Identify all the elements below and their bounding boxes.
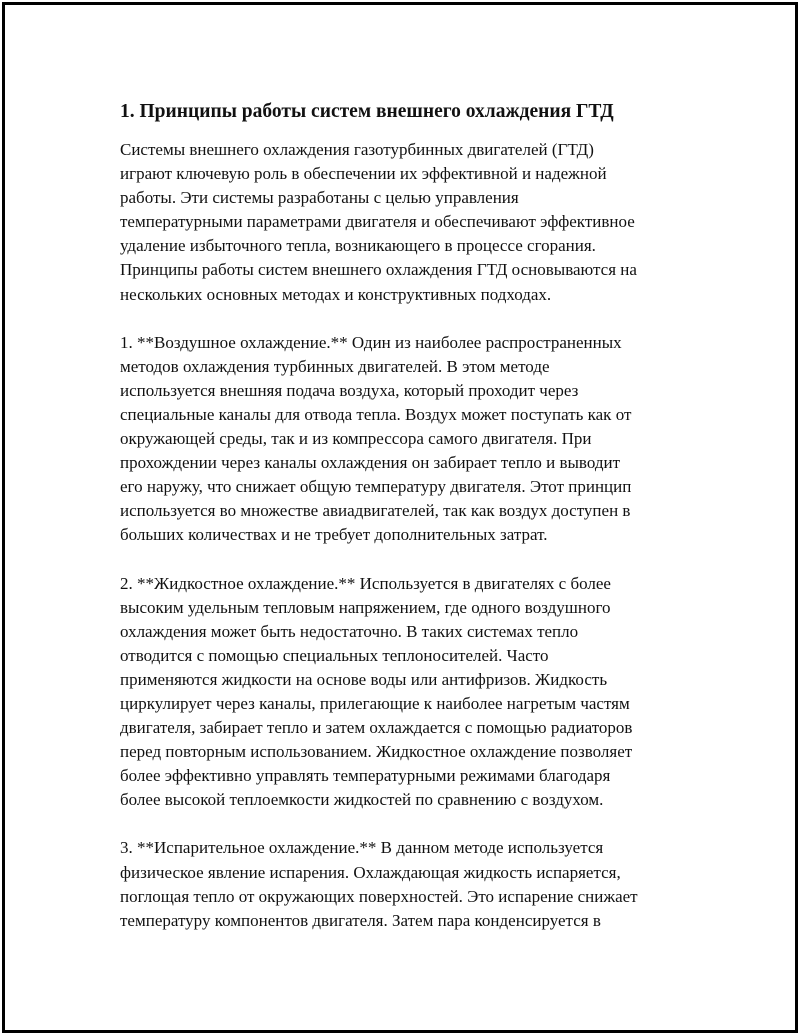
paragraph bbox=[120, 331, 695, 548]
text-line: высоким удельным тепловым напряжением, где одного воздушного bbox=[120, 597, 611, 617]
text-line: удаление избыточного тепла, возникающего в процессе сгорания. bbox=[120, 236, 596, 256]
text-line: поглощая тепло от окружающих поверхностей. Это испарение снижает bbox=[120, 886, 638, 906]
text-line: используется во множестве авиадвигателей, так как воздух доступен в bbox=[120, 501, 631, 521]
document-body bbox=[120, 100, 695, 957]
text-line: 3. **Испарительное охлаждение.** В данном методе используется bbox=[120, 838, 604, 858]
section-heading: 1. Принципы работы систем внешнего охлаждения ГТД bbox=[120, 101, 614, 122]
text-line: больших количествах и не требует дополнительных затрат. bbox=[120, 525, 548, 545]
text-line: работы. Эти системы разработаны с целью управления bbox=[120, 188, 519, 208]
text-line: применяются жидкости на основе воды или антифризов. Жидкость bbox=[120, 669, 608, 689]
text-line: используется внешняя подача воздуха, который проходит через bbox=[120, 380, 579, 400]
text-line: специальные каналы для отвода тепла. Воздух может поступать как от bbox=[120, 404, 632, 424]
text-line: двигателя, забирает тепло и затем охлаждается с помощью радиаторов bbox=[120, 718, 633, 738]
paragraph bbox=[120, 836, 695, 932]
text-line: перед повторным использованием. Жидкостное охлаждение позволяет bbox=[120, 742, 633, 762]
text-line: температуру компонентов двигателя. Затем пара конденсируется в bbox=[120, 910, 601, 930]
paragraph bbox=[120, 572, 695, 813]
text-line: методов охлаждения турбинных двигателей. В этом методе bbox=[120, 356, 550, 376]
text-line: отводится с помощью специальных теплоносителей. Часто bbox=[120, 645, 549, 665]
text-line: более эффективно управлять температурными режимами благодаря bbox=[120, 766, 611, 786]
text-line: циркулирует через каналы, прилегающие к наиболее нагретым частям bbox=[120, 693, 630, 713]
paragraph bbox=[120, 138, 695, 307]
text-line: температурными параметрами двигателя и обеспечивают эффективное bbox=[120, 212, 635, 232]
text-line: 2. **Жидкостное охлаждение.** Используется в двигателях с более bbox=[120, 573, 611, 593]
text-line: окружающей среды, так и из компрессора самого двигателя. При bbox=[120, 429, 592, 449]
page-frame bbox=[2, 2, 798, 1033]
text-line: физическое явление испарения. Охлаждающая жидкость испаряется, bbox=[120, 862, 621, 882]
text-line: 1. **Воздушное охлаждение.** Один из наиболее распространенных bbox=[120, 332, 622, 352]
text-line: охлаждения может быть недостаточно. В таких системах тепло bbox=[120, 621, 579, 641]
text-line: Системы внешнего охлаждения газотурбинных двигателей (ГТД) bbox=[120, 140, 594, 159]
text-line: более высокой теплоемкости жидкостей по сравнению с воздухом. bbox=[120, 790, 604, 810]
text-line: Принципы работы систем внешнего охлаждения ГТД основываются на bbox=[120, 260, 637, 280]
paragraph-container bbox=[120, 138, 695, 933]
text-line: нескольких основных методах и конструктивных подходах. bbox=[120, 284, 552, 304]
text-line: его наружу, что снижает общую температуру двигателя. Этот принцип bbox=[120, 477, 632, 497]
text-line: прохождении через каналы охлаждения он забирает тепло и выводит bbox=[120, 453, 621, 473]
text-line: играют ключевую роль в обеспечении их эффективной и надежной bbox=[120, 164, 607, 184]
